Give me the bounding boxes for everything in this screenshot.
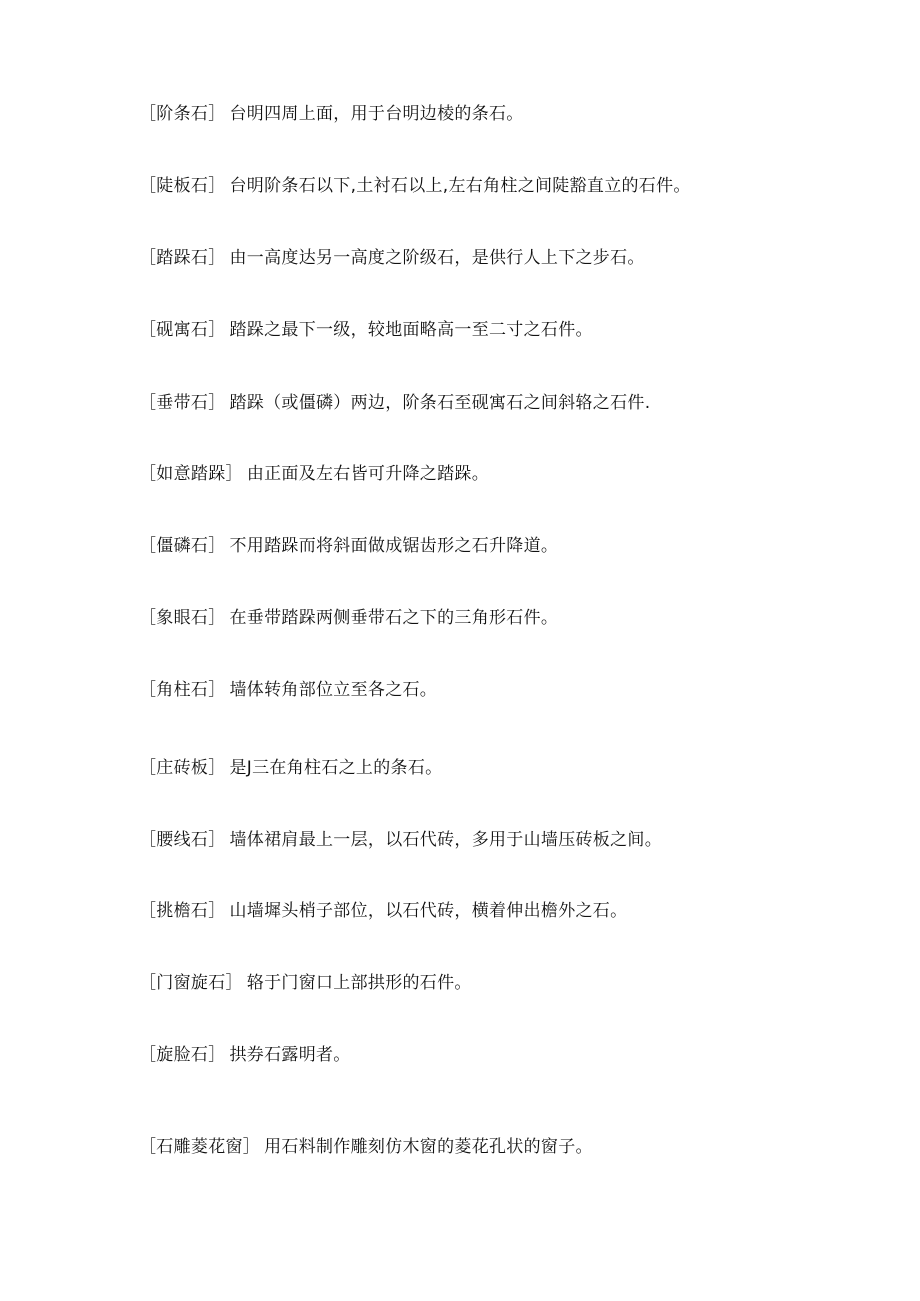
entry-definition: 不用踏跺而将斜面做成锯齿形之石升降道。 xyxy=(229,536,559,556)
glossary-entry-xiangyanshi xyxy=(139,606,558,630)
entry-term: ［庄砖板］ xyxy=(139,758,226,778)
entry-term: ［挑檐石］ xyxy=(139,901,226,921)
entry-definition: 踏跺（或僵磷）两边，阶条石至砚寓石之间斜辂之石件. xyxy=(229,393,651,413)
entry-term: ［旋脸石］ xyxy=(139,1045,226,1065)
entry-definition: 墙体转角部位立至各之石。 xyxy=(229,680,438,700)
entry-term: ［如意踏跺］ xyxy=(139,464,243,484)
glossary-entry-zhuangzhuanban xyxy=(139,756,442,780)
entry-term: ［角柱石］ xyxy=(139,680,226,700)
entry-definition: 踏跺之最下一级，较地面略高一至二寸之石件。 xyxy=(229,320,593,340)
entry-term: ［僵磷石］ xyxy=(139,536,226,556)
glossary-entry-yaoxianshi xyxy=(139,828,662,852)
glossary-entry-jietiaoshi xyxy=(139,102,524,126)
glossary-entry-tiaoyanshi xyxy=(139,899,627,923)
entry-definition: 墙体裙肩最上一层，以石代砖，多用于山墙压砖板之间。 xyxy=(229,830,662,850)
entry-term: ［门窗旋石］ xyxy=(139,973,243,993)
glossary-entry-chuidaishi xyxy=(139,391,650,415)
entry-definition: 辂于门窗口上部拱形的石件。 xyxy=(246,973,472,993)
entry-term: ［阶条石］ xyxy=(139,104,226,124)
entry-definition: 山墙墀头梢子部位，以石代砖，横着伸出檐外之石。 xyxy=(229,901,628,921)
glossary-entry-ruyi-taduo xyxy=(139,462,489,486)
glossary-entry-jianglinshi xyxy=(139,534,558,558)
entry-definition: 由正面及左右皆可升降之踏跺。 xyxy=(246,464,490,484)
entry-definition: 台明阶条石以下,土衬石以上,左右角柱之间陡豁直立的石件。 xyxy=(229,176,691,196)
glossary-entry-xuanlianshi xyxy=(139,1043,351,1067)
entry-definition: 在垂带踏跺两侧垂带石之下的三角形石件。 xyxy=(229,608,559,628)
glossary-entry-menchuang-xuanshi xyxy=(139,971,472,995)
entry-definition: 用石料制作雕刻仿木窗的菱花孔状的窗子。 xyxy=(264,1137,593,1157)
entry-term: ［陡板石］ xyxy=(139,176,226,196)
entry-definition: 由一高度达另一高度之阶级石，是供行人上下之步石。 xyxy=(229,248,645,268)
entry-definition: 台明四周上面，用于台明边棱的条石。 xyxy=(229,104,524,124)
glossary-entry-yanyushi xyxy=(139,318,593,342)
glossary-entry-shidiao-linghuachuang xyxy=(139,1135,593,1159)
entry-term: ［石雕菱花窗］ xyxy=(139,1137,261,1157)
glossary-entry-taduoshi xyxy=(139,246,645,270)
entry-term: ［垂带石］ xyxy=(139,393,226,413)
entry-term: ［象眼石］ xyxy=(139,608,226,628)
glossary-entry-jiaozhushi xyxy=(139,678,437,702)
glossary-entry-doubanshi xyxy=(139,174,691,198)
entry-definition: 是J三在角柱石之上的条石。 xyxy=(229,758,443,778)
entry-term: ［踏跺石］ xyxy=(139,248,226,268)
entry-definition: 拱券石露明者。 xyxy=(229,1045,351,1065)
entry-term: ［腰线石］ xyxy=(139,830,226,850)
entry-term: ［砚寓石］ xyxy=(139,320,226,340)
